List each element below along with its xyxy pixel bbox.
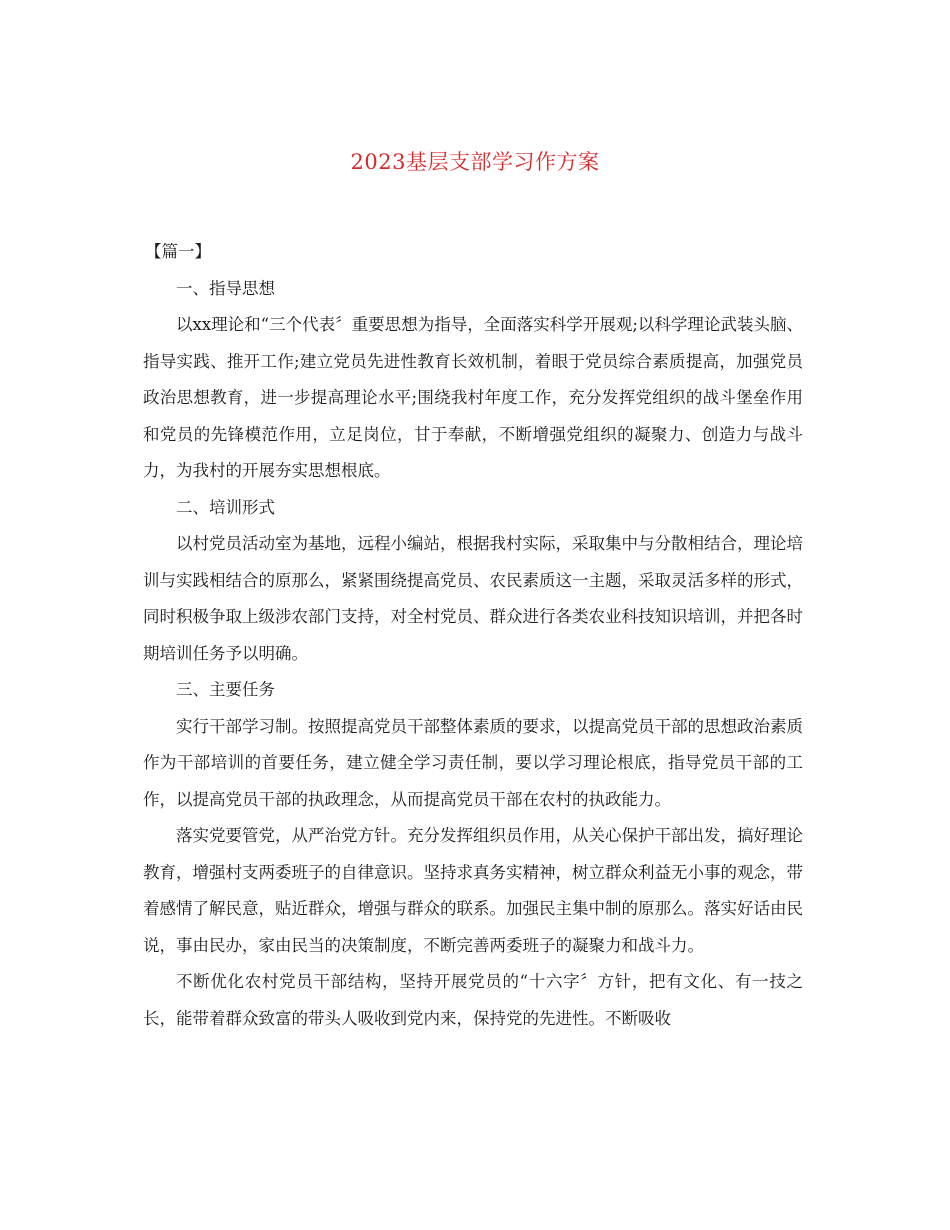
paragraph: 以村党员活动室为基地，远程小编站，根据我村实际，采取集中与分散相结合，理论培训与实践相结合的原那么，紧紧围绕提高党员、农民素质这一主题，采取灵活多样的形式，同时积极争取上级涉农部门支持，对全村党员、群众进行各类农业科技知识培训，并把各时期培训任务予以明确。 — [143, 534, 803, 663]
paragraph: 实行干部学习制。按照提高党员干部整体素质的要求，以提高党员干部的思想政治素质作为干部培训的首要任务，建立健全学习责任制，要以学习理论根底，指导党员干部的工作，以提高党员干部的执政理念，从而提高党员干部在农村的执政能力。 — [143, 716, 803, 809]
paragraph: 落实党要管党，从严治党方针。充分发挥组织员作用，从关心保护干部出发，搞好理论教育，增强村支两委班子的自律意识。坚持求真务实精神，树立群众利益无小事的观念，带着感情了解民意，贴近群众，增强与群众的联系。加强民主集中制的原那么。落实好话由民说，事由民办，家由民当的决策制度，不断完善两委班子的凝聚力和战斗力。 — [143, 826, 803, 955]
section-heading-guiding-ideology: 一、指导思想 — [176, 278, 275, 298]
section-label: 【篇一】 — [145, 242, 211, 261]
paragraph: 以xx理论和“三个代表〞重要思想为指导，全面落实科学开展观;以科学理论武装头脑、指导实践、推开工作;建立党员先进性教育长效机制，着眼于党员综合素质提高，加强党员政治思想教育，进一步提高理论水平;围绕我村年度工作，充分发挥党组织的战斗堡垒作用和党员的先锋模范作用，立足岗位，甘于奉献，不断增强党组织的凝聚力、创造力与战斗力，为我村的开展夯实思想根底。 — [143, 315, 803, 480]
section-heading-main-tasks: 三、主要任务 — [176, 680, 275, 699]
section-heading-training-form: 二、培训形式 — [176, 497, 275, 517]
document-title: 2023基层支部学习作方案 — [350, 150, 600, 174]
paragraph: 不断优化农村党员干部结构，坚持开展党员的“十六字〞方针，把有文化、有一技之长，能带着群众致富的带头人吸收到党内来，保持党的先进性。不断吸收 — [143, 972, 803, 1028]
document-body — [143, 234, 803, 1037]
